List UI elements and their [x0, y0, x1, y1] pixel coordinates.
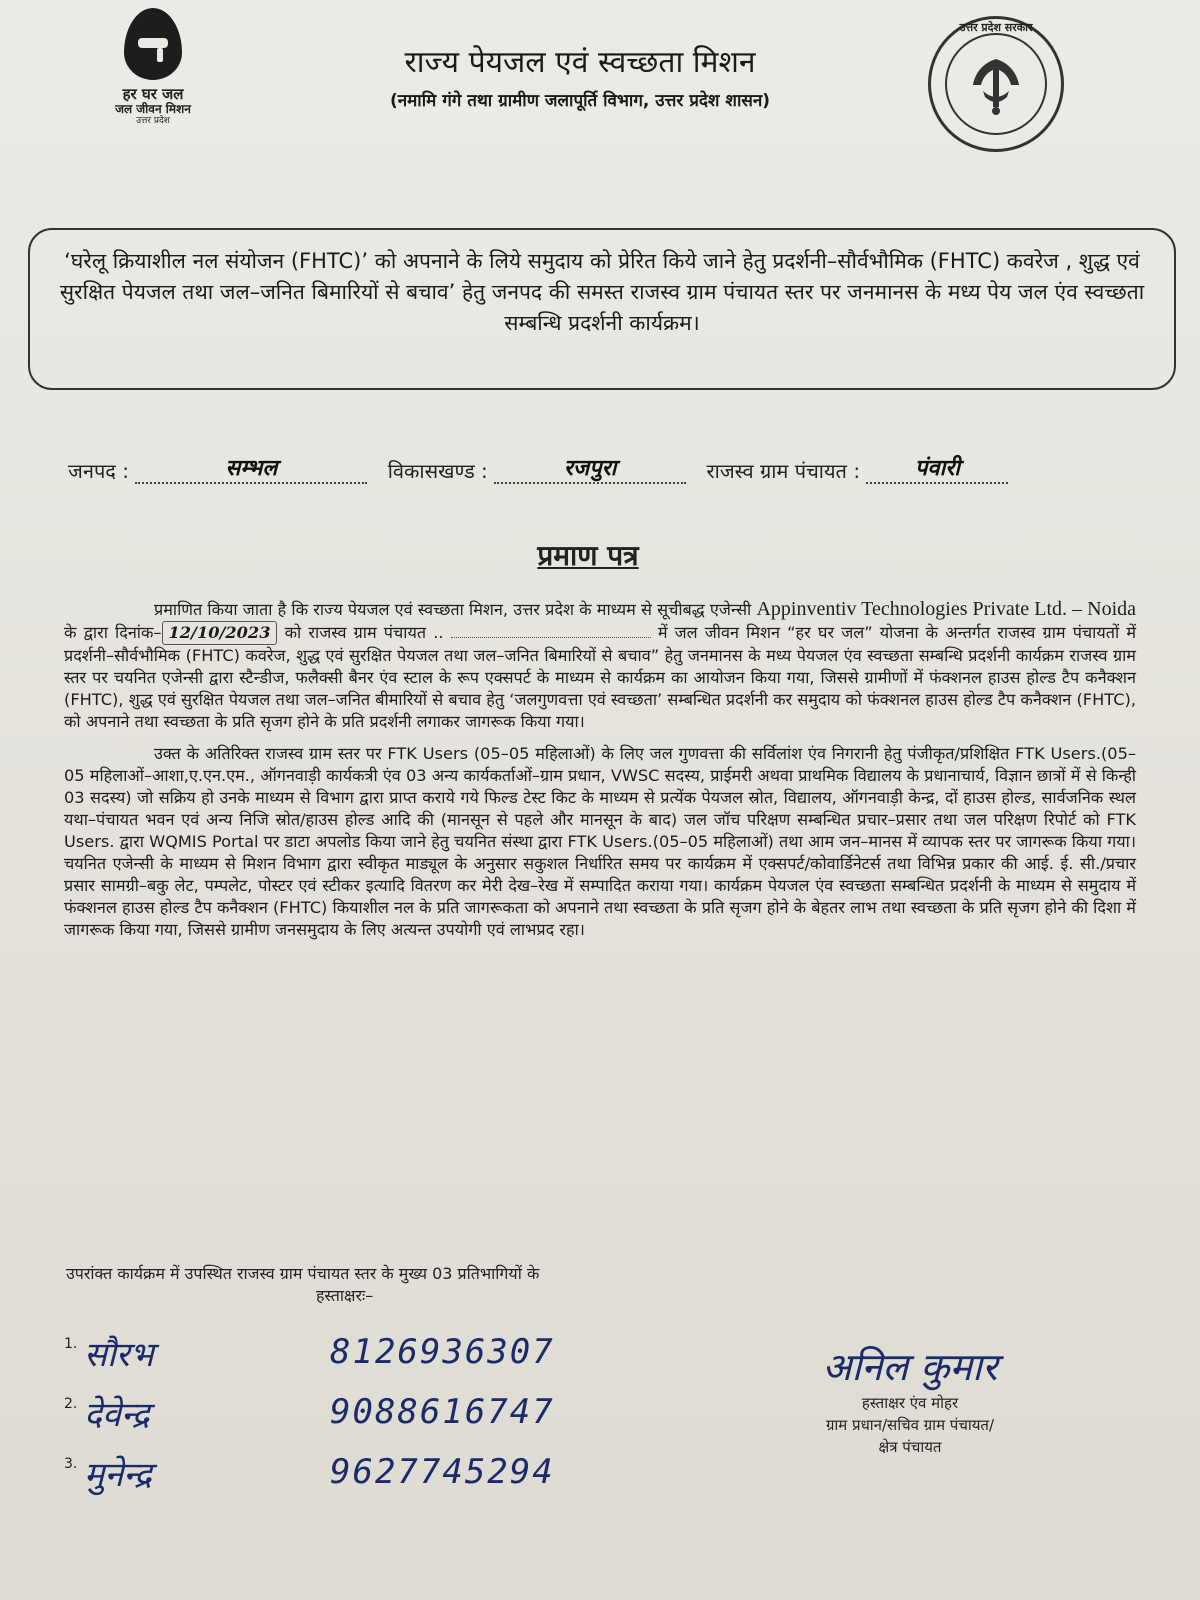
- janpad-label: जनपद :: [68, 459, 130, 483]
- up-government-seal: [928, 16, 1064, 152]
- participant-signatures: [60, 1330, 680, 1510]
- p1-date-prefix: के द्वारा दिनांक–: [64, 623, 162, 642]
- signer-number: 1.: [64, 1336, 78, 1352]
- seal-text: उत्तर प्रदेश सरकार: [959, 21, 1033, 34]
- pradhan-caption-2: ग्राम प्रधान/सचिव ग्राम पंचायत/: [825, 1416, 995, 1434]
- signer-signature: देवेन्द्र: [84, 1395, 150, 1435]
- p1-body: में जल जीवन मिशन “हर घर जल” योजना के अन्तर्गत राजस्व ग्राम पंचायतों में प्रदर्शनी–सौर्वभौमिक (FHTC) कवरेज, शुद्ध एवं सुरक्षित पेयजल तथा जल–जनित बिमारियों से बचाव” हेतु जनमानस के मध्य पेयजल एंव स्वच्छता सम्बन्धि प्रदर्शनी कार्यक्रम राजस्व ग्राम स्तर पर चयनित एजेन्सी द्वारा स्टैन्डीज, फलैक्सी बैनर एंव स्टाल के रूप एक्सपर्ट के माध्यम से कार्यक्रम का आयोजन किया गया, जिससे ग्रामीणों में फंक्शनल हाउस होल्ड टैप कनैक्शन (FHTC), शुद्ध एवं सुरक्षित पेयजल तथा जल–जनित बीमारियों से बचाव हेतु ‘जलगुणवत्ता एवं स्वच्छता’ सम्बन्धित प्रदर्शनी कर समुदाय को फंक्शनल हाउस होल्ड टैप कनैक्शन (FHTC), को अपनाने तथा स्वच्छता के प्रति सृजग होने के प्रति प्रदर्शनी लगाकर जागरूक किया गया।: [64, 623, 1137, 731]
- certificate-body: [64, 598, 1136, 951]
- pradhan-signature: अनिल कुमार: [822, 1345, 998, 1389]
- blank-line: [451, 637, 651, 638]
- signatories-intro-line1: उपरांक्त कार्यक्रम में उपस्थित राजस्व ग्राम पंचायत स्तर के मुख्य 03 प्रतिभागियों के: [66, 1264, 540, 1283]
- pradhan-signature-block: [740, 1340, 1080, 1458]
- panchayat-label: राजस्व ग्राम पंचायत :: [706, 459, 861, 483]
- p2-body: उक्त के अतिरिक्त राजस्व ग्राम स्तर पर FTK Users (05–05 महिलाओं) के लिए जल गुणवत्ता की सर्विलांश एंव निगरानी हेतु पंजीकृत/प्रशिक्षित FTK Users.(05–05 महिलाओं–आशा,ए.एन.एम., ऑगनवाड़ी कार्यकत्री एंव 03 अन्य कार्यकर्ताओं–ग्राम प्रधान, VWSC सदस्य, प्राईमरी अथवा प्राथमिक विद्यालय के प्रधानाचार्य, विज्ञान छात्रों में से किन्ही 03 सदस्य) जो सक्रिय हो उनके माध्यम से विभाग द्वारा प्राप्त कराये गये फिल्ड टेस्ट किट के माध्यम से प्रत्येंक पेयजल स्रोत, विद्यालय, ऑगनवाड़ी केन्द्र, दों हाउस होल्ड, सार्वजनिक स्थल यथा–पंचायत भवन एवं अन्य निजि स्रोत/हाउस होल्ड आदि की (मानसून से पहले और मानसून के बाद) जल जॉच परिक्षण सम्बन्धित प्रचार–प्रसार तथा जल परिक्षण रिपोर्ट को FTK Users. द्वारा WQMIS Portal पर डाटा अपलोड किया जाने हेतु चयनित संस्था द्वारा FTK Users.(05–05 महिलाओं) तथा आम जन–मानस में व्यापक स्तर पर जागरूक किया गया। चयनित एजेन्सी के माध्यम से मिशन विभाग द्वारा स्वीकृत माड्यूल के अनुसार सकुशल निर्धारित समय पर कार्यक्रम में एक्सपर्ट/कोवार्डिनेटर्स तथा विभिन्न प्रकार की आई. ई. सी./प्रचार प्रसार सामग्री–बकु लेट, पम्पलेट, पोस्टर एवं स्टीकर इत्यादि वितरण कर मेरी देख–रेख में सम्पादित कराया गया। कार्यक्रम पेयजल एंव स्वच्छता सम्बन्धित प्रदर्शनी के माध्यम से समुदाय में फंक्शनल हाउस होल्ड टैप कनैक्शन (FHTC) कियाशील नल के प्रति जागरूकता को अपनाने तथा स्वच्छता के प्रति सृजग होने के बेहतर लाभ तथा स्वच्छता के प्रति सृजग होने की दिशा में जागरूक किया गया, जिससे ग्रामीण जनसमुदाय के लिए अत्यन्त उपयोगी एवं लाभप्रद रहा।: [64, 744, 1136, 939]
- signer-phone: 8126936307: [330, 1332, 555, 1372]
- signer-row: [60, 1450, 680, 1510]
- agency-name: Appinventiv Technologies Private Ltd. – Noida: [756, 598, 1136, 620]
- block-label: विकासखण्ड :: [387, 459, 488, 483]
- seal-emblem-icon: [953, 41, 1039, 127]
- har-ghar-jal-logo: [88, 8, 218, 138]
- pradhan-caption-1: हस्ताक्षर एंव मोहर: [861, 1394, 959, 1412]
- subject-box: ‘घरेलू क्रियाशील नल संयोजन (FHTC)’ को अपनाने के लिये समुदाय को प्रेरित किये जाने हेतु प्रदर्शनी–सौर्वभौमिक (FHTC) कवरेज , शुद्ध एवं सुरक्षित पेयजल तथा जल–जनित बिमारियों से बचाव’ हेतु जनपद की समस्त राजस्व ग्राम पंचायत स्तर पर जनमानस के मध्य पेय जल एंव स्वच्छता सम्बन्धि प्रदर्शनी कार्यक्रम।: [28, 228, 1176, 390]
- mission-title: राज्य पेयजल एवं स्वच्छता मिशन: [404, 45, 756, 80]
- signer-number: 3.: [64, 1456, 78, 1472]
- signer-phone: 9088616747: [330, 1392, 555, 1432]
- location-fields: [68, 452, 1128, 492]
- janpad-value: सम्भल: [135, 452, 367, 484]
- signatories-intro-line2: हस्ताक्षरः–: [316, 1286, 374, 1305]
- signer-phone: 9627745294: [330, 1452, 555, 1492]
- signer-row: [60, 1330, 680, 1390]
- signer-number: 2.: [64, 1396, 78, 1412]
- water-drop-tap-icon: [124, 8, 182, 80]
- paragraph-2: [64, 743, 1136, 941]
- logo-line-2: जल जीवन मिशन: [115, 102, 191, 116]
- p1-intro: प्रमाणित किया जाता है कि राज्य पेयजल एवं स्वच्छता मिशन, उत्तर प्रदेश के माध्यम से सूचीबद्ध एजेन्सी: [154, 600, 752, 619]
- logo-line-1: हर घर जल: [122, 85, 184, 103]
- signer-row: [60, 1390, 680, 1450]
- certificate-title: प्रमाण पत्र: [537, 539, 639, 572]
- signer-signature: सौरभ: [84, 1335, 154, 1375]
- signatories-intro: [66, 1263, 766, 1307]
- p1-panchayat-text: को राजस्व ग्राम पंचायत ..: [284, 623, 444, 642]
- program-date: 12/10/2023: [162, 621, 278, 645]
- pradhan-caption-3: क्षेत्र पंचायत: [878, 1438, 942, 1456]
- logo-line-3: उत्तर प्रदेश: [136, 116, 170, 126]
- panchayat-value: पंवारी: [866, 452, 1008, 484]
- paragraph-1: [64, 598, 1136, 733]
- signer-signature: मुनेन्द्र: [84, 1455, 152, 1495]
- block-value: रजपुरा: [494, 452, 686, 484]
- mission-subtitle: (नमामि गंगे तथा ग्रामीण जलापूर्ति विभाग, उत्तर प्रदेश शासन): [389, 91, 771, 111]
